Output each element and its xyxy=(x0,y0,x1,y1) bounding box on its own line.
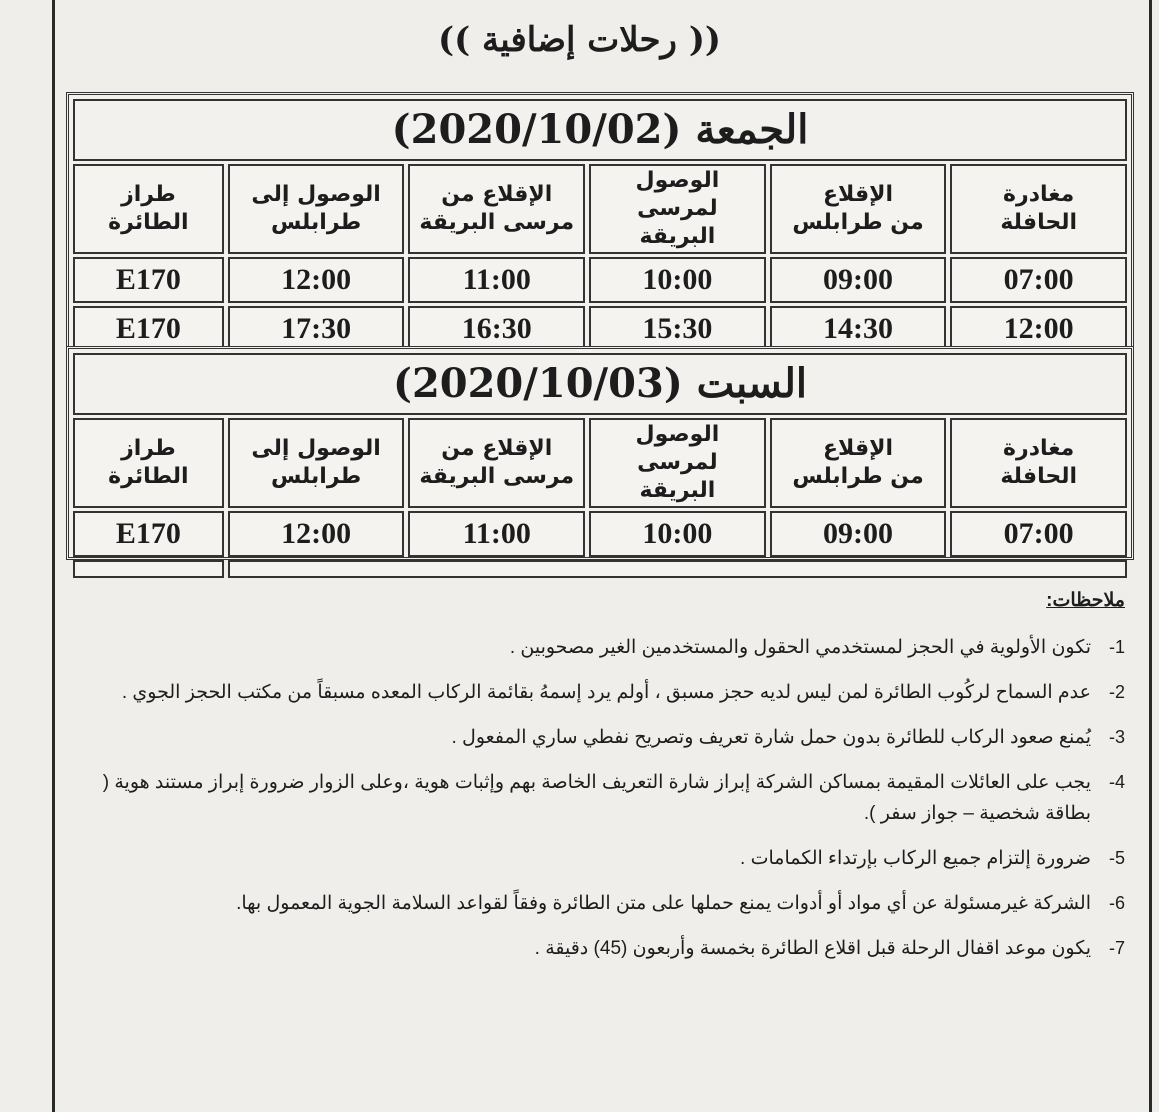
cell: 12:00 xyxy=(950,306,1127,352)
cell: 07:00 xyxy=(950,257,1127,303)
note-item xyxy=(60,888,1125,919)
schedule-table xyxy=(69,415,1131,581)
note-number: -1 xyxy=(1108,637,1125,657)
cell: E170 xyxy=(73,511,224,557)
cell: 11:00 xyxy=(408,257,585,303)
empty-row xyxy=(73,560,1127,578)
note-text: يُمنع صعود الركاب للطائرة بدون حمل شارة تعريف وتصريح نفطي ساري المفعول . xyxy=(451,727,1091,748)
cell: 09:00 xyxy=(770,511,947,557)
cell: 10:00 xyxy=(589,257,766,303)
header-takeoff-brega: الإقلاع من مرسى البريقة xyxy=(408,164,585,254)
note-text: الشركة غيرمسئولة عن أي مواد أو أدوات يمنع حملها على متن الطائرة وفقاً لقواعد السلامة الجوية المعمول بها. xyxy=(236,893,1091,914)
schedule-table xyxy=(69,161,1131,376)
table-row xyxy=(73,257,1127,303)
note-item xyxy=(60,632,1125,663)
header-aircraft-type: طراز الطائرة xyxy=(73,164,224,254)
cell: 15:30 xyxy=(589,306,766,352)
header-takeoff-tripoli: الإقلاع من طرابلس xyxy=(770,418,947,508)
header-aircraft-type: طراز الطائرة xyxy=(73,418,224,508)
note-item xyxy=(60,767,1125,829)
cell: E170 xyxy=(73,257,224,303)
day-heading: السبت (2020/10/03) xyxy=(73,353,1127,415)
cell: E170 xyxy=(73,306,224,352)
note-item xyxy=(60,933,1125,964)
table-row xyxy=(73,511,1127,557)
note-number: -7 xyxy=(1108,938,1125,958)
note-item xyxy=(60,843,1125,874)
cell: 09:00 xyxy=(770,257,947,303)
cell: 14:30 xyxy=(770,306,947,352)
day-heading: الجمعة (2020/10/02) xyxy=(73,99,1127,161)
header-bus-departure: مغادرة الحافلة xyxy=(950,418,1127,508)
schedule-friday xyxy=(66,92,1134,352)
header-arrival-brega: الوصول لمرسى البريقة xyxy=(589,418,766,508)
header-row xyxy=(73,418,1127,508)
header-arrival-tripoli: الوصول إلى طرابلس xyxy=(228,418,405,508)
note-item xyxy=(60,722,1125,753)
empty-cell xyxy=(73,560,224,578)
cell: 11:00 xyxy=(408,511,585,557)
empty-cell xyxy=(228,560,1127,578)
cell: 12:00 xyxy=(228,511,405,557)
note-text: يكون موعد اقفال الرحلة قبل اقلاع الطائرة بخمسة وأربعون (45) دقيقة . xyxy=(534,938,1091,959)
note-text: ضرورة إلتزام جميع الركاب بإرتداء الكمامات . xyxy=(740,848,1091,869)
header-row xyxy=(73,164,1127,254)
header-arrival-tripoli: الوصول إلى طرابلس xyxy=(228,164,405,254)
header-takeoff-brega: الإقلاع من مرسى البريقة xyxy=(408,418,585,508)
header-bus-departure: مغادرة الحافلة xyxy=(950,164,1127,254)
schedule-saturday xyxy=(66,346,1134,560)
note-item xyxy=(60,677,1125,708)
note-number: -5 xyxy=(1108,848,1125,868)
cell: 07:00 xyxy=(950,511,1127,557)
note-text: تكون الأولوية في الحجز لمستخدمي الحقول والمستخدمين الغير مصحوبين . xyxy=(509,637,1091,658)
note-text: يجب على العائلات المقيمة بمساكن الشركة إبراز شارة التعريف الخاصة بهم وإثبات هوية ،وعلى الزوار ضرورة إبراز مستند هوية ( بطاقة شخصية – جواز سفر ). xyxy=(102,772,1091,824)
note-number: -2 xyxy=(1108,682,1125,702)
note-text: عدم السماح لركُوب الطائرة لمن ليس لديه حجز مسبق ، أولم يرد إسمهُ بقائمة الركاب المعده مسبقاً من مكتب الحجز الجوي . xyxy=(121,682,1091,703)
notes-section xyxy=(60,585,1125,978)
notes-title: ملاحظات: xyxy=(1046,590,1125,611)
note-number: -3 xyxy=(1108,727,1125,747)
cell: 10:00 xyxy=(589,511,766,557)
note-number: -6 xyxy=(1108,893,1125,913)
header-takeoff-tripoli: الإقلاع من طرابلس xyxy=(770,164,947,254)
cell: 17:30 xyxy=(228,306,405,352)
cell: 12:00 xyxy=(228,257,405,303)
page-title: (( رحلات إضافية )) xyxy=(437,20,721,60)
note-number: -4 xyxy=(1108,772,1125,792)
cell: 16:30 xyxy=(408,306,585,352)
header-arrival-brega: الوصول لمرسى البريقة xyxy=(589,164,766,254)
